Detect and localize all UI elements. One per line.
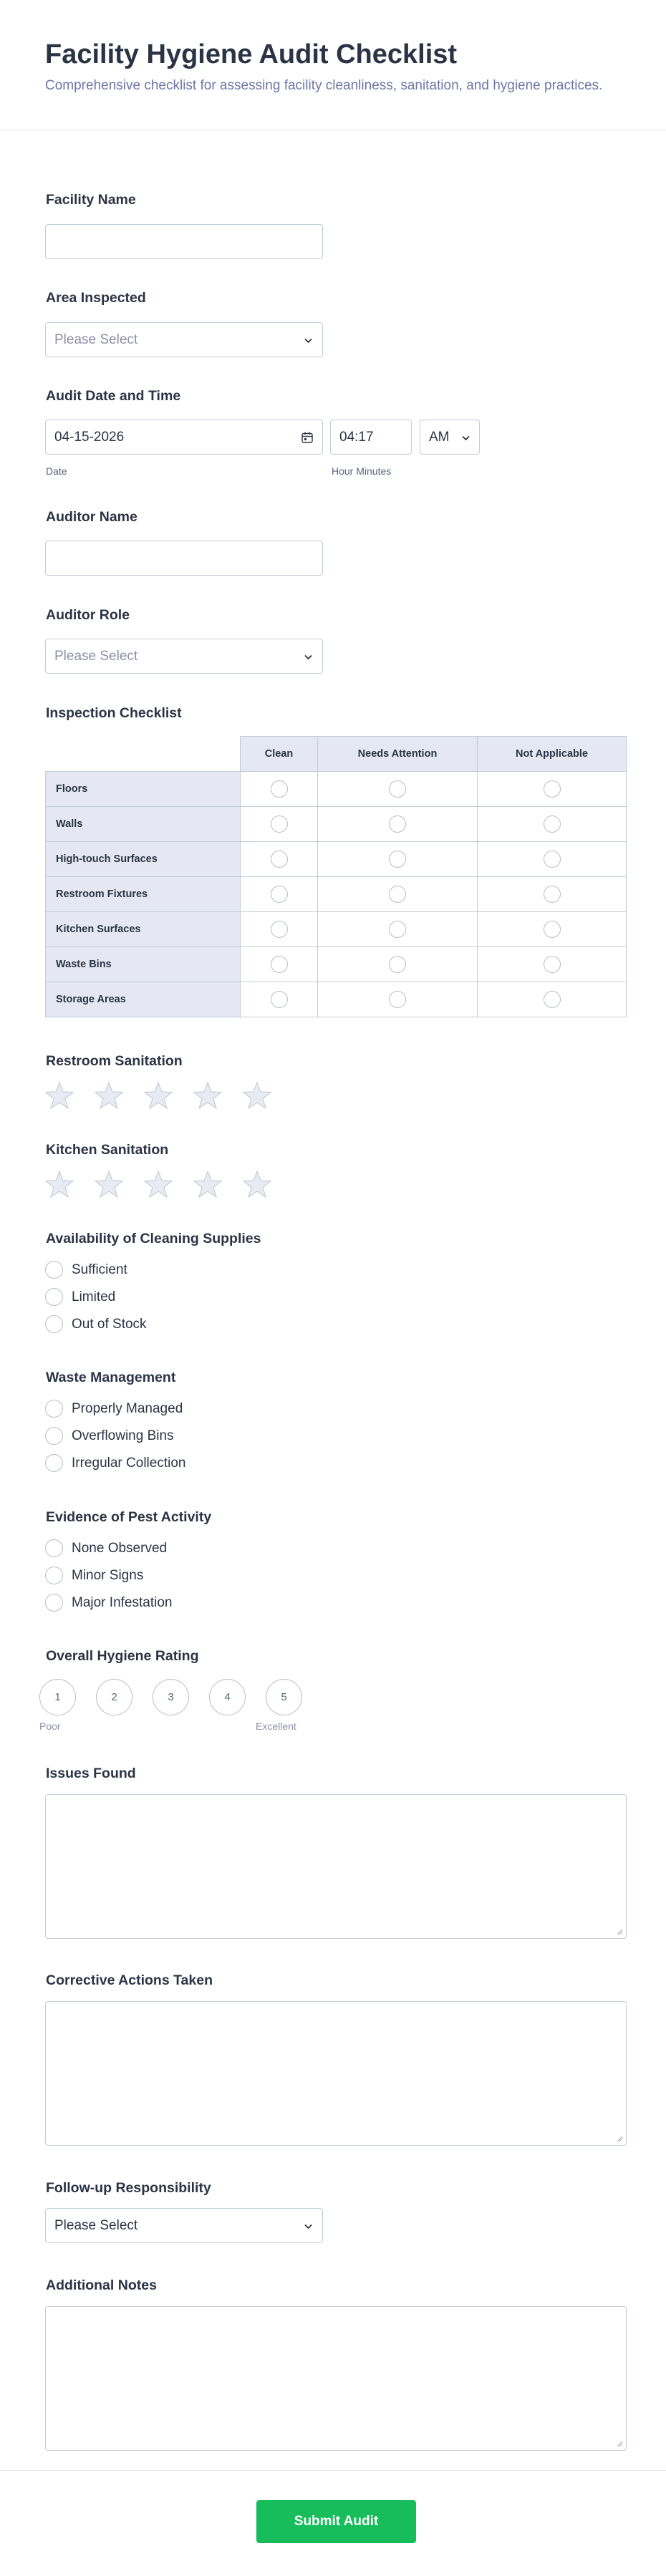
- star-icon[interactable]: [143, 1169, 173, 1199]
- matrix-radio[interactable]: [389, 991, 406, 1008]
- facility-name-label: Facility Name: [46, 192, 136, 208]
- radio-option-label: Properly Managed: [72, 1400, 183, 1416]
- resize-grip-icon[interactable]: [617, 1929, 623, 1935]
- checklist-label: Inspection Checklist: [46, 705, 182, 721]
- matrix-row-label: Floors: [46, 772, 241, 807]
- calendar-icon[interactable]: [301, 431, 314, 448]
- radio-option-none-observed[interactable]: [45, 1539, 167, 1557]
- resize-grip-icon[interactable]: [617, 2136, 623, 2142]
- restroom-star-rating: [44, 1080, 272, 1110]
- matrix-radio[interactable]: [544, 780, 561, 798]
- auditor-name-input[interactable]: [45, 541, 323, 576]
- radio-option-label: Limited: [72, 1289, 116, 1304]
- matrix-radio[interactable]: [389, 780, 406, 798]
- matrix-row: [46, 842, 627, 877]
- matrix-radio[interactable]: [389, 851, 406, 868]
- radio-circle[interactable]: [45, 1261, 63, 1279]
- radio-circle[interactable]: [45, 1288, 63, 1306]
- matrix-radio[interactable]: [544, 886, 561, 903]
- radio-option-major-infestation[interactable]: [45, 1594, 172, 1612]
- matrix-radio[interactable]: [271, 991, 288, 1008]
- radio-option-label: Sufficient: [72, 1262, 127, 1277]
- scale-option-2[interactable]: 2: [96, 1679, 132, 1715]
- matrix-row-label: Storage Areas: [46, 982, 241, 1017]
- additional-notes-label: Additional Notes: [46, 2277, 157, 2293]
- area-inspected-label: Area Inspected: [46, 290, 146, 306]
- chevron-down-icon: [304, 2222, 313, 2231]
- matrix-radio[interactable]: [544, 991, 561, 1008]
- audit-datetime-label: Audit Date and Time: [46, 388, 181, 404]
- page-subtitle: Comprehensive checklist for assessing facility cleanliness, sanitation, and hygiene practices.: [45, 78, 603, 93]
- matrix-row-label: Restroom Fixtures: [46, 877, 241, 912]
- cleaning-supplies-label: Availability of Cleaning Supplies: [46, 1231, 261, 1246]
- date-sublabel: Date: [46, 465, 67, 477]
- matrix-row-label: Walls: [46, 807, 241, 842]
- radio-circle[interactable]: [45, 1315, 63, 1333]
- auditor-role-value: Please Select: [54, 648, 138, 664]
- facility-name-input[interactable]: [45, 224, 323, 259]
- audit-time-value: 04:17: [339, 429, 374, 445]
- kitchen-star-rating: [44, 1169, 272, 1199]
- star-icon[interactable]: [193, 1080, 223, 1110]
- matrix-col-needs-attention: Needs Attention: [318, 737, 478, 772]
- issues-found-label: Issues Found: [46, 1766, 136, 1781]
- matrix-row-label: Waste Bins: [46, 947, 241, 982]
- radio-option-irregular-collection[interactable]: [45, 1454, 185, 1472]
- matrix-radio[interactable]: [389, 956, 406, 973]
- matrix-radio[interactable]: [544, 851, 561, 868]
- scale-option-3[interactable]: 3: [153, 1679, 189, 1715]
- matrix-col-clean: Clean: [241, 737, 318, 772]
- matrix-radio[interactable]: [271, 851, 288, 868]
- followup-value: Please Select: [54, 2217, 138, 2233]
- radio-option-minor-signs[interactable]: [45, 1567, 143, 1584]
- matrix-col-not-applicable: Not Applicable: [478, 737, 627, 772]
- auditor-role-label: Auditor Role: [46, 607, 130, 623]
- auditor-role-select[interactable]: [45, 639, 323, 674]
- matrix-row: [46, 982, 627, 1017]
- radio-circle[interactable]: [45, 1539, 63, 1557]
- inspection-matrix: [45, 736, 627, 1017]
- radio-option-out-of-stock[interactable]: [45, 1315, 147, 1333]
- restroom-sanitation-label: Restroom Sanitation: [46, 1053, 183, 1069]
- radio-option-label: Out of Stock: [72, 1316, 147, 1332]
- radio-option-label: Minor Signs: [72, 1567, 144, 1583]
- resize-grip-icon[interactable]: [617, 2441, 623, 2447]
- radio-option-overflowing-bins[interactable]: [45, 1427, 174, 1445]
- matrix-corner: [46, 737, 241, 772]
- radio-circle[interactable]: [45, 1454, 63, 1472]
- radio-option-limited[interactable]: [45, 1288, 115, 1306]
- star-icon[interactable]: [242, 1169, 272, 1199]
- scale-high-label: Excellent: [256, 1720, 296, 1732]
- matrix-radio[interactable]: [544, 956, 561, 973]
- matrix-row: [46, 772, 627, 807]
- audit-time-input[interactable]: [330, 420, 412, 455]
- radio-option-label: None Observed: [72, 1540, 168, 1556]
- pest-activity-label: Evidence of Pest Activity: [46, 1509, 212, 1525]
- star-icon[interactable]: [193, 1169, 223, 1199]
- submit-button[interactable]: Submit Audit: [256, 2500, 416, 2543]
- matrix-row: [46, 912, 627, 947]
- issues-found-textarea[interactable]: [45, 1794, 627, 1939]
- additional-notes-textarea[interactable]: [45, 2306, 627, 2451]
- form-header: [0, 0, 666, 130]
- star-icon[interactable]: [94, 1169, 124, 1199]
- matrix-row: [46, 877, 627, 912]
- chevron-down-icon: [304, 652, 313, 662]
- followup-label: Follow-up Responsibility: [46, 2180, 211, 2196]
- matrix-row-label: Kitchen Surfaces: [46, 912, 241, 947]
- radio-circle[interactable]: [45, 1594, 63, 1612]
- corrective-actions-label: Corrective Actions Taken: [46, 1972, 213, 1988]
- chevron-down-icon: [304, 336, 313, 345]
- waste-management-label: Waste Management: [46, 1370, 176, 1385]
- star-icon[interactable]: [44, 1080, 74, 1110]
- area-inspected-value: Please Select: [54, 331, 138, 347]
- matrix-row-label: High-touch Surfaces: [46, 842, 241, 877]
- auditor-name-label: Auditor Name: [46, 509, 137, 525]
- audit-date-input[interactable]: [45, 420, 323, 455]
- radio-option-label: Major Infestation: [72, 1594, 173, 1610]
- star-icon[interactable]: [94, 1080, 124, 1110]
- matrix-radio[interactable]: [389, 886, 406, 903]
- scale-option-5[interactable]: 5: [266, 1679, 302, 1715]
- star-icon[interactable]: [242, 1080, 272, 1110]
- followup-select[interactable]: [45, 2208, 323, 2243]
- scale-low-label: Poor: [39, 1720, 61, 1732]
- kitchen-sanitation-label: Kitchen Sanitation: [46, 1142, 169, 1158]
- matrix-radio[interactable]: [271, 921, 288, 938]
- matrix-radio[interactable]: [389, 815, 406, 833]
- scale-option-1[interactable]: 1: [39, 1679, 76, 1715]
- matrix-radio[interactable]: [544, 921, 561, 938]
- time-sublabel: Hour Minutes: [332, 465, 392, 477]
- radio-circle[interactable]: [45, 1567, 63, 1584]
- matrix-radio[interactable]: [271, 780, 288, 798]
- matrix-row: [46, 947, 627, 982]
- radio-circle[interactable]: [45, 1400, 63, 1418]
- scale-option-4[interactable]: 4: [209, 1679, 246, 1715]
- audit-date-value: 04-15-2026: [54, 429, 125, 445]
- matrix-radio[interactable]: [271, 956, 288, 973]
- star-icon[interactable]: [143, 1080, 173, 1110]
- radio-option-sufficient[interactable]: [45, 1261, 127, 1279]
- matrix-radio[interactable]: [271, 886, 288, 903]
- chevron-down-icon: [461, 433, 470, 442]
- ampm-select[interactable]: [420, 420, 480, 455]
- matrix-radio[interactable]: [544, 815, 561, 833]
- overall-rating-label: Overall Hygiene Rating: [46, 1648, 199, 1664]
- radio-option-label: Irregular Collection: [72, 1455, 186, 1471]
- ampm-value: AM: [429, 429, 450, 445]
- matrix-row: [46, 807, 627, 842]
- matrix-radio[interactable]: [271, 815, 288, 833]
- star-icon[interactable]: [44, 1169, 74, 1199]
- radio-option-properly-managed[interactable]: [45, 1400, 183, 1418]
- overall-rating-scale: [39, 1679, 302, 1715]
- corrective-actions-textarea[interactable]: [45, 2001, 627, 2146]
- matrix-radio[interactable]: [389, 921, 406, 938]
- area-inspected-select[interactable]: [45, 322, 323, 357]
- radio-option-label: Overflowing Bins: [72, 1428, 174, 1443]
- radio-circle[interactable]: [45, 1427, 63, 1445]
- page-title: Facility Hygiene Audit Checklist: [45, 39, 458, 69]
